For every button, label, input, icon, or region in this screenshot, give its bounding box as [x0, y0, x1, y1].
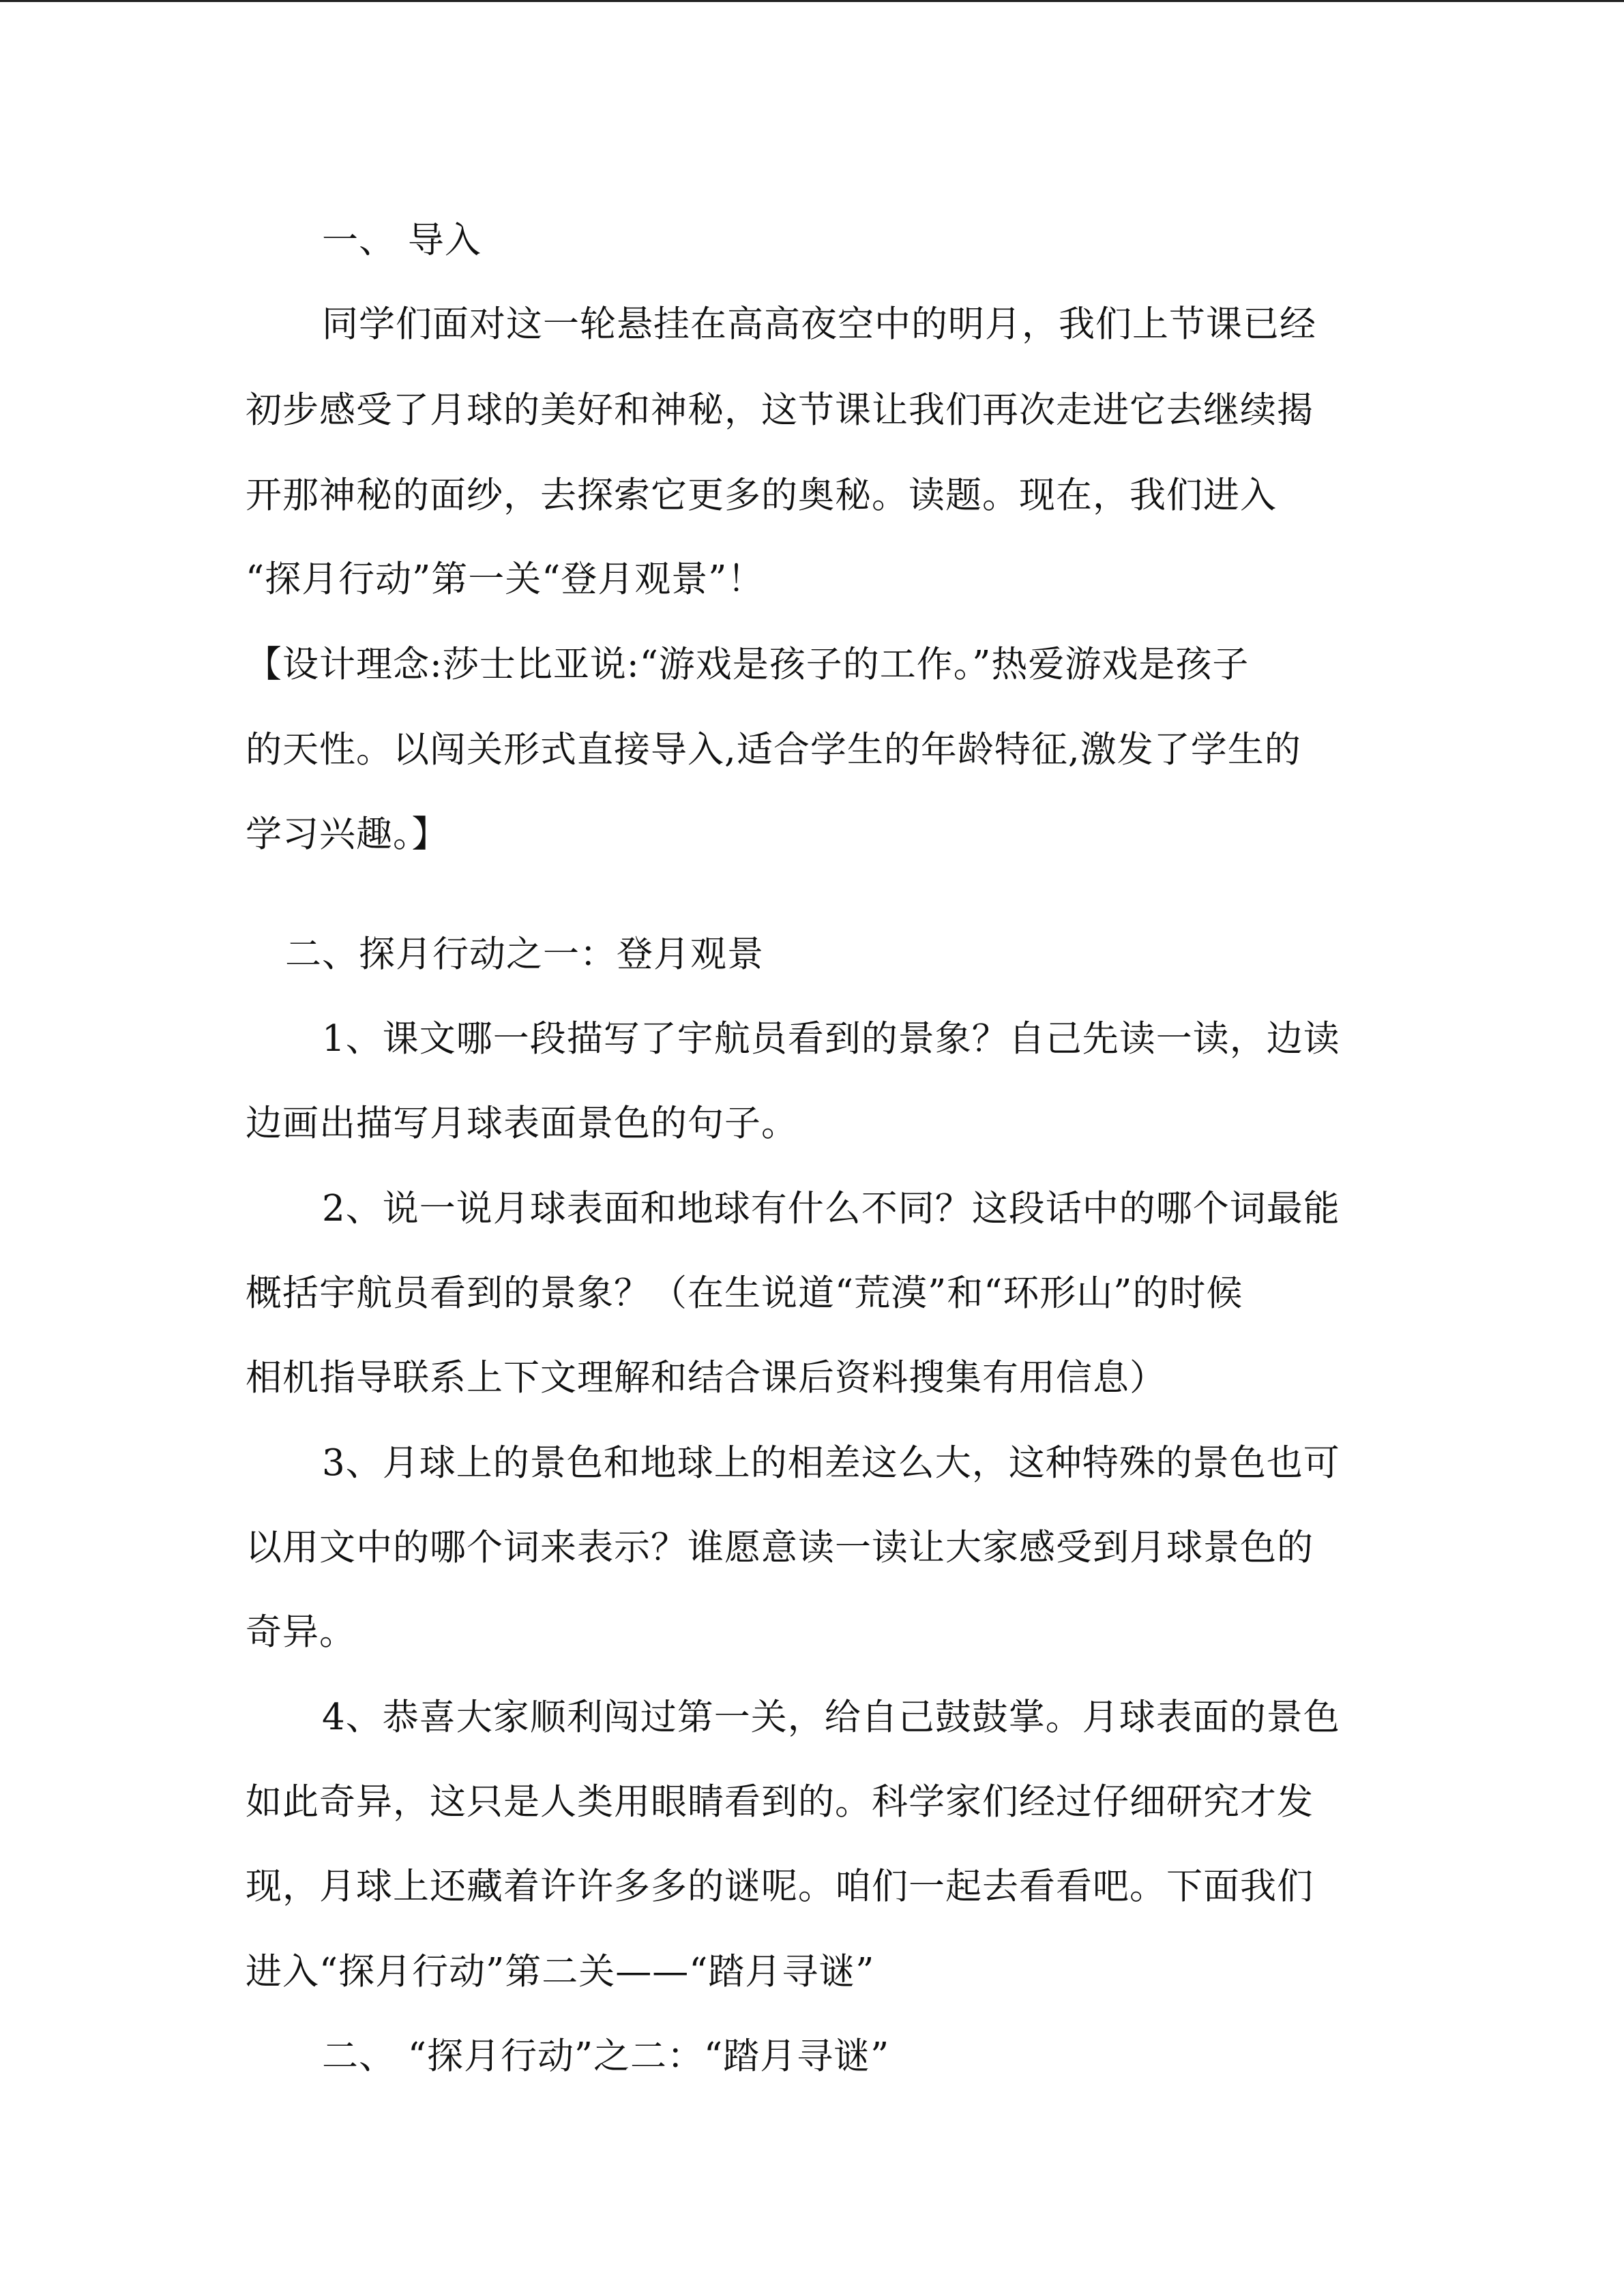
- design-note-line-1: 【设计理念:莎士比亚说:“游戏是孩子的工作。”热爱游戏是孩子: [246, 644, 1250, 685]
- item-4-line-3: 现，月球上还藏着许许多多的谜呢。咱们一起去看看吧。下面我们: [246, 1866, 1314, 1907]
- paragraph-intro-line-2: 初步感受了月球的美好和神秘，这节课让我们再次走进它去继续揭: [246, 389, 1314, 431]
- item-4-line-1: 4、恭喜大家顺利闯过第一关，给自己鼓鼓掌。月球表面的景色: [322, 1697, 1340, 1738]
- heading-intro: 一、 导入: [322, 220, 482, 261]
- item-4-line-4: 进入“探月行动”第二关——“踏月寻谜”: [246, 1951, 875, 1993]
- item-3-line-1: 3、月球上的景色和地球上的相差这么大，这种特殊的景色也可: [322, 1442, 1340, 1484]
- item-1-line-1: 1、课文哪一段描写了宇航员看到的景象？自己先读一读，边读: [322, 1018, 1340, 1060]
- design-note-line-3: 学习兴趣。】: [246, 814, 449, 855]
- page-top-border: [0, 0, 1624, 2]
- paragraph-intro-line-3: 开那神秘的面纱，去探索它更多的奥秘。读题。现在，我们进入: [246, 475, 1277, 516]
- item-3-line-2: 以用文中的哪个词来表示？谁愿意读一读让大家感受到月球景色的: [246, 1527, 1314, 1568]
- item-2-line-3: 相机指导联系上下文理解和结合课后资料搜集有用信息）: [246, 1357, 1166, 1399]
- heading-section-two: 二、探月行动之一：登月观景: [285, 934, 764, 975]
- paragraph-intro-line-4: “探月行动”第一关“登月观景”！: [246, 558, 765, 600]
- heading-section-three: 二、 “探月行动”之二：“踏月寻谜”: [322, 2036, 890, 2077]
- item-3-line-3: 奇异。: [246, 1611, 356, 1653]
- item-4-line-2: 如此奇异，这只是人类用眼睛看到的。科学家们经过仔细研究才发: [246, 1781, 1314, 1823]
- item-2-line-1: 2、说一说月球表面和地球有什么不同？这段话中的哪个词最能: [322, 1188, 1340, 1229]
- item-2-line-2: 概括宇航员看到的景象？（在生说道“荒漠”和“环形山”的时候: [246, 1272, 1243, 1314]
- design-note-line-2: 的天性。以闯关形式直接导入,适合学生的年龄特征,激发了学生的: [246, 729, 1301, 771]
- paragraph-intro-line-1: 同学们面对这一轮悬挂在高高夜空中的明月，我们上节课已经: [322, 303, 1316, 345]
- item-1-line-2: 边画出描写月球表面景色的句子。: [246, 1103, 798, 1144]
